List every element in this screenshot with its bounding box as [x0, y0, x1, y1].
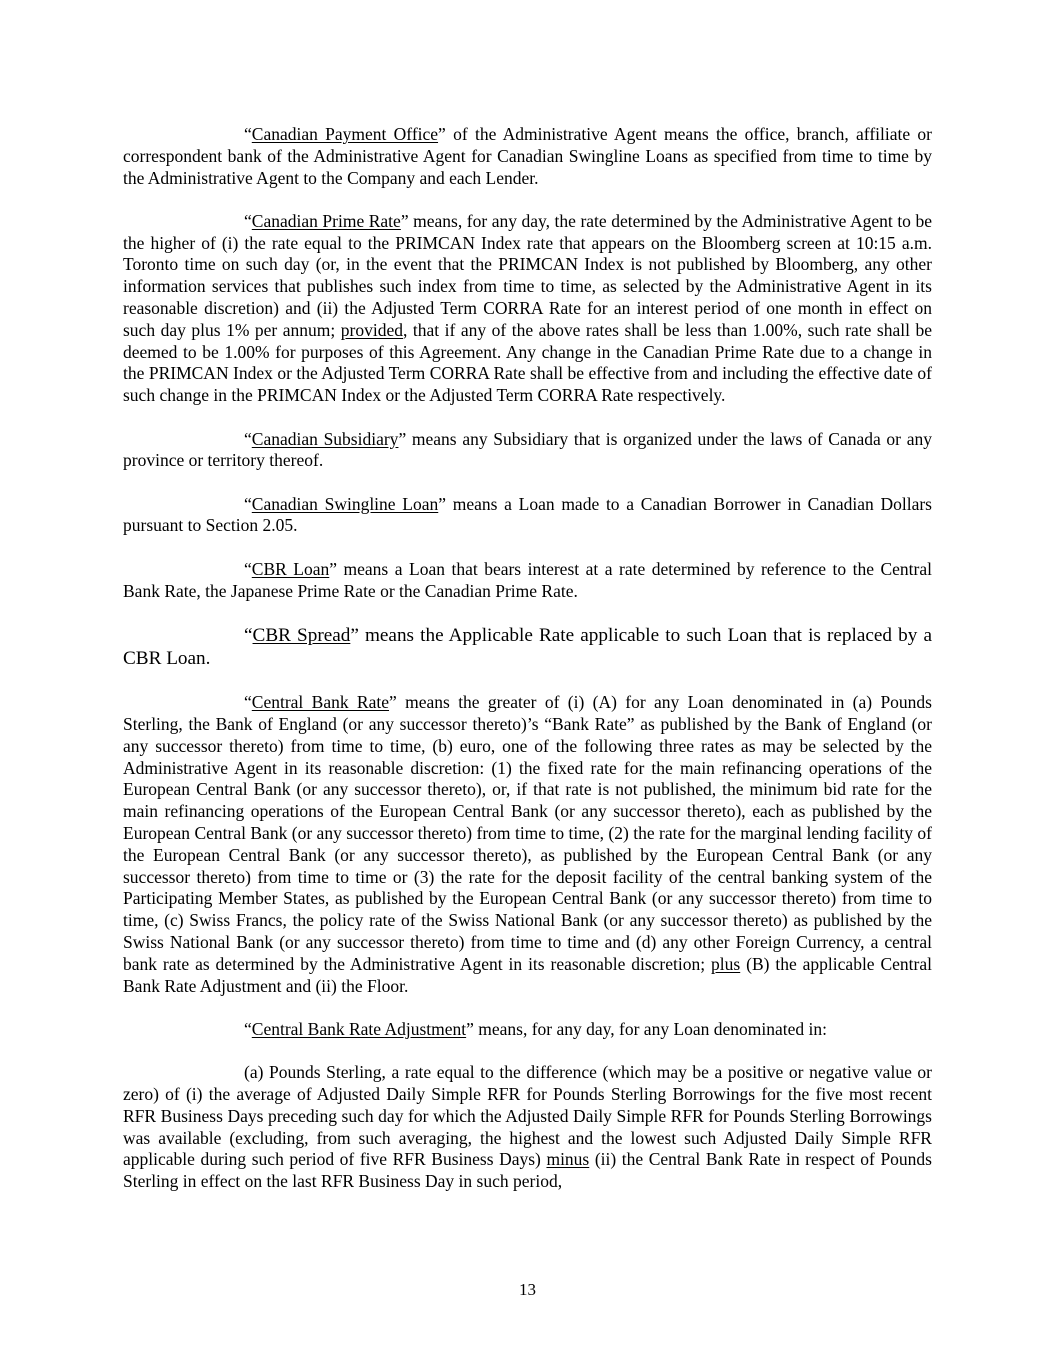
document-body [123, 124, 932, 1214]
paragraph-cbr-spread [123, 624, 932, 671]
defined-term: Canadian Swingline Loan [251, 493, 439, 514]
text-segment: “ [244, 558, 252, 579]
text-segment: , that if any of the above rates shall be less than 1.00%, such rate shall be deemed to be 1.00% for purposes of this Agreement. Any change in the Canadian Prime Rate due to a change in the PRIMCAN Index or the Adjusted Term CORRA Rate shall be effective from and including the effective date of such change in the PRIMCAN Index or the Adjusted Term CORRA Rate respectively. [123, 319, 932, 406]
text-segment: ” means any Subsidiary that is organized under the laws of Canada or any province or territory thereof. [123, 428, 932, 471]
text-segment: “ [244, 1018, 252, 1039]
defined-term: CBR Loan [251, 558, 330, 579]
paragraph-canadian-swingline-loan [123, 494, 932, 538]
text-segment: “ [244, 692, 252, 713]
defined-term: Canadian Subsidiary [251, 428, 399, 449]
text-segment: “ [244, 493, 252, 514]
text-segment: ” means a Loan made to a Canadian Borrower in Canadian Dollars pursuant to Section 2.05. [123, 493, 932, 536]
defined-term: Central Bank Rate [251, 692, 390, 713]
defined-term: Central Bank Rate Adjustment [251, 1018, 467, 1039]
text-segment: ” means, for any day, the rate determined by the Administrative Agent to be the higher of (i) the rate equal to the PRIMCAN Index rate that appears on the Bloomberg screen at 10:15 a.m. Toronto time on such day (or, in the event that the PRIMCAN Index is not published by Bloomberg, any other information services that publishes such index from time to time, as selected by the Administrative Agent in its reasonable discretion) and (ii) the Adjusted Term CORRA Rate for an interest period of one month in effect on such day plus 1% per annum; [123, 210, 932, 340]
paragraph-canadian-subsidiary [123, 429, 932, 473]
defined-term: CBR Spread [252, 624, 351, 646]
page-number: 13 [519, 1280, 536, 1299]
defined-term: Canadian Payment Office [251, 124, 439, 144]
paragraph-central-bank-rate-adjustment [123, 1019, 932, 1041]
paragraph-pounds-sterling-adjustment [123, 1062, 932, 1193]
text-segment: ” means the greater of (i) (A) for any Loan denominated in (a) Pounds Sterling, the Bank of England (or any successor thereto)’s “Bank Rate” as published by the Bank of England (or any successor thereto) from time to time, (b) euro, one of the following three rates as may be selected by the Administrative Agent in its reasonable discretion: (1) the fixed rate for the main refinancing operations of the European Central Bank (or any successor thereto), or, if that rate is not published, the minimum bid rate for the main refinancing operations of the European Central Bank (or any successor thereto), each as published by the European Central Bank (or any successor thereto) from time to time, (2) the rate for the marginal lending facility of the European Central Bank (or any successor thereto), as published by the European Central Bank (or any successor thereto) from time to time or (3) the rate for the deposit facility of the central banking system of the Participating Member States, as published by the European Central Bank (or any successor thereto) from time to time, (c) Swiss Francs, the policy rate of the Swiss National Bank (or any successor thereto) as published by the Swiss National Bank (or any successor thereto) from time to time and (d) any other Foreign Currency, a central bank rate as determined by the Administrative Agent in its reasonable discretion; [123, 692, 932, 974]
text-segment: “ [244, 428, 252, 449]
defined-term: plus [711, 953, 741, 974]
text-segment: ” means a Loan that bears interest at a rate determined by reference to the Central Bank Rate, the Japanese Prime Rate or the Canadian Prime Rate. [123, 558, 932, 601]
text-segment: ” means the Applicable Rate applicable to such Loan that is replaced by a CBR Loan. [123, 624, 932, 670]
defined-term: provided [340, 319, 403, 340]
paragraph-canadian-prime-rate [123, 211, 932, 407]
defined-term: minus [546, 1149, 590, 1170]
text-segment: ” means, for any day, for any Loan denominated in: [466, 1018, 828, 1039]
text-segment: ” of the Administrative Agent means the office, branch, affiliate or correspondent bank of the Administrative Agent for Canadian Swingline Loans as specified from time to time by the Administrative Agent to the Company and each Lender. [123, 124, 932, 188]
paragraph-central-bank-rate [123, 692, 932, 997]
paragraph-cbr-loan [123, 559, 932, 603]
text-segment: “ [244, 624, 253, 646]
text-segment: “ [244, 124, 252, 144]
text-segment: (B) the applicable Central Bank Rate Adjustment and (ii) the Floor. [123, 953, 932, 996]
defined-term: Canadian Prime Rate [251, 210, 401, 231]
text-segment: (a) Pounds Sterling, a rate equal to the difference (which may be a positive or negative value or zero) of (i) the average of Adjusted Daily Simple RFR for Pounds Sterling Borrowings for the five most recent RFR Business Days preceding such day for which the Adjusted Daily Simple RFR for Pounds Sterling Borrowings was available (excluding, from such averaging, the highest and the lowest such Adjusted Daily Simple RFR applicable during such period of five RFR Business Days) [123, 1062, 932, 1170]
text-segment: (ii) the Central Bank Rate in respect of Pounds Sterling in effect on the last RFR Business Day in such period, [123, 1149, 932, 1192]
text-segment: “ [244, 210, 252, 231]
paragraph-canadian-payment-office [123, 124, 932, 189]
